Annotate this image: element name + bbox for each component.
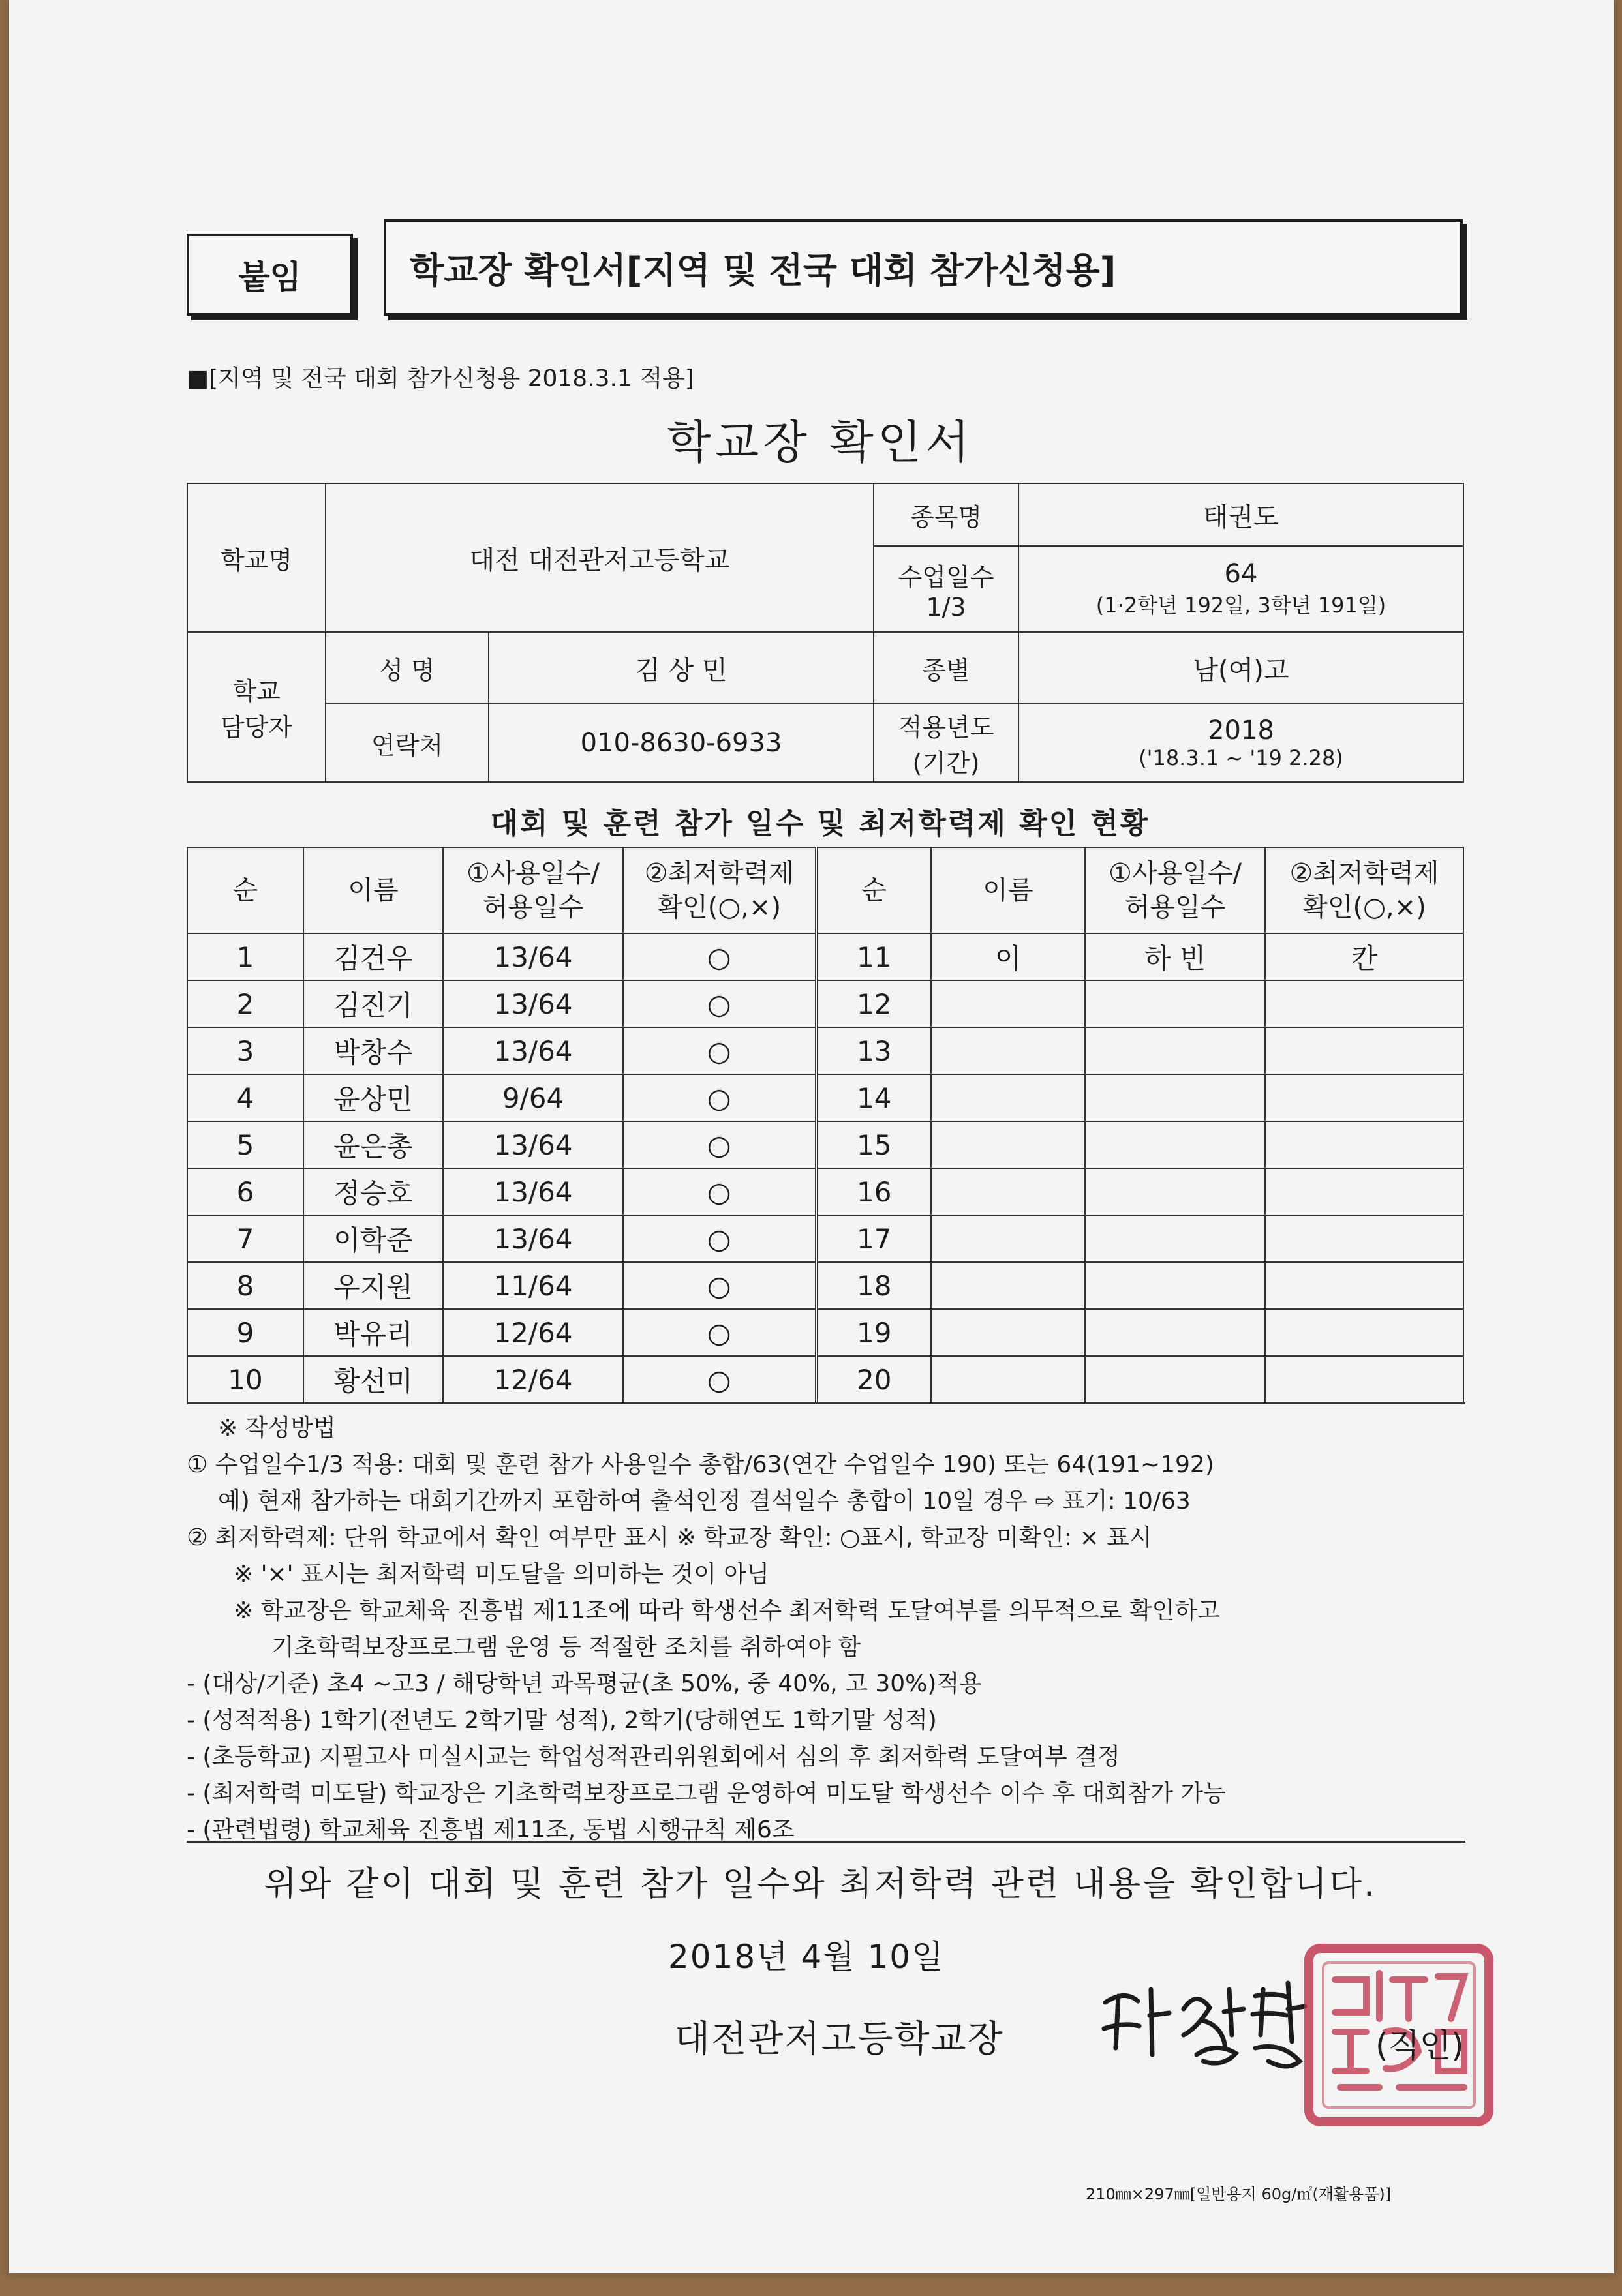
row-check-2 — [1265, 1027, 1463, 1074]
row-days: 13/64 — [443, 1027, 623, 1074]
note-2b: ※ '×' 표시는 최저학력 미도달을 의미하는 것이 아님 — [234, 1561, 769, 1588]
row-days: 13/64 — [443, 1215, 623, 1262]
header-name: 이름 — [303, 847, 443, 933]
row-name: 박유리 — [303, 1309, 443, 1356]
row-check-2 — [1265, 1215, 1463, 1262]
header-days-2-line1: ①사용일수/ — [1109, 858, 1242, 888]
row-name-2 — [931, 1168, 1085, 1215]
row-name-2 — [931, 1027, 1085, 1074]
year-value — [1018, 704, 1463, 782]
principal-title: 대전관저고등학교장 — [675, 2018, 1004, 2061]
row-days-2 — [1085, 1121, 1265, 1168]
row-days-2 — [1085, 1074, 1265, 1121]
row-no-2: 17 — [816, 1215, 931, 1262]
row-check: ○ — [623, 933, 816, 980]
row-no-2: 19 — [816, 1309, 931, 1356]
row-days: 12/64 — [443, 1309, 623, 1356]
row-no: 9 — [187, 1309, 303, 1356]
detail-4: - (최저학력 미도달) 학교장은 기초학력보장프로그램 운영하여 미도달 학생선수 이수 후 대회참가 가능 — [187, 1780, 1226, 1807]
row-no: 5 — [187, 1121, 303, 1168]
row-days: 12/64 — [443, 1356, 623, 1403]
issue-date: 2018년 4월 10일 — [668, 1938, 945, 1976]
table-row — [187, 980, 1463, 1027]
row-days-2 — [1085, 1309, 1265, 1356]
row-days-2 — [1085, 1262, 1265, 1309]
class-days-label-line2: 1/3 — [926, 592, 966, 622]
row-name-2 — [931, 1356, 1085, 1403]
row-name: 황선미 — [303, 1356, 443, 1403]
header-min-2 — [1265, 847, 1463, 933]
table-row — [187, 1168, 1463, 1215]
row-days-2 — [1085, 1215, 1265, 1262]
header-name-2: 이름 — [931, 847, 1085, 933]
table-row — [187, 933, 1463, 980]
row-check: ○ — [623, 1074, 816, 1121]
notes-bottom-rule — [187, 1841, 1465, 1843]
row-no: 2 — [187, 980, 303, 1027]
header-no: 순 — [187, 847, 303, 933]
row-check-2 — [1265, 1121, 1463, 1168]
gender-label: 종별 — [874, 632, 1018, 704]
row-name: 정승호 — [303, 1168, 443, 1215]
page-title: 학교장 확인서 — [667, 415, 973, 469]
row-name-2 — [931, 1309, 1085, 1356]
row-days: 13/64 — [443, 1121, 623, 1168]
row-name: 이학준 — [303, 1215, 443, 1262]
detail-5: - (관련법령) 학교체육 진흥법 제11조, 동법 시행규칙 제6조 — [187, 1817, 795, 1843]
header-min-line1: ②최저학력제 — [644, 858, 794, 888]
row-days-2 — [1085, 1027, 1265, 1074]
row-days: 13/64 — [443, 933, 623, 980]
table-row — [187, 1262, 1463, 1309]
header-days-line1: ①사용일수/ — [467, 858, 600, 888]
seal-label: (직인) — [1375, 2027, 1464, 2064]
table-row — [187, 1309, 1463, 1356]
note-2d: 기초학력보장프로그램 운영 등 적절한 조치를 취하여야 함 — [271, 1634, 861, 1661]
paper-spec: 210㎜×297㎜[일반용지 60g/㎡(재활용품)] — [1086, 2185, 1392, 2203]
header-min — [623, 847, 816, 933]
row-no-2: 11 — [816, 933, 931, 980]
row-no-2: 20 — [816, 1356, 931, 1403]
row-no: 7 — [187, 1215, 303, 1262]
row-check-2 — [1265, 980, 1463, 1027]
manager-name: 김 상 민 — [489, 632, 874, 704]
confirmation-statement: 위와 같이 대회 및 훈련 참가 일수와 최저학력 관련 내용을 확인합니다. — [264, 1865, 1377, 1904]
row-name: 윤은총 — [303, 1121, 443, 1168]
table-row — [187, 1356, 1463, 1403]
row-days-2 — [1085, 1356, 1265, 1403]
header-days-line2: 허용일수 — [482, 892, 584, 922]
section-title: 대회 및 훈련 참가 일수 및 최저학력제 확인 현황 — [490, 807, 1150, 840]
row-check: ○ — [623, 1121, 816, 1168]
row-name: 박창수 — [303, 1027, 443, 1074]
row-name: 우지원 — [303, 1262, 443, 1309]
class-days-value — [1018, 546, 1463, 632]
row-check-2 — [1265, 1309, 1463, 1356]
row-name-2 — [931, 1074, 1085, 1121]
row-days-2 — [1085, 1168, 1265, 1215]
row-check: ○ — [623, 1309, 816, 1356]
row-check-2 — [1265, 1262, 1463, 1309]
row-name-2 — [931, 1215, 1085, 1262]
manager-label-line1: 학교 — [232, 677, 281, 706]
table-row — [187, 1027, 1463, 1074]
document-title-box: 학교장 확인서[지역 및 전국 대회 참가신청용] — [384, 219, 1463, 316]
row-no-2: 15 — [816, 1121, 931, 1168]
class-days-label — [874, 546, 1018, 632]
note-1b: 예) 현재 참가하는 대회기간까지 포함하여 출석인정 결석일수 총합이 10일 경우 ⇨ 표기: 10/63 — [218, 1488, 1191, 1515]
year-number: 2018 — [1208, 716, 1274, 746]
row-no-2: 18 — [816, 1262, 931, 1309]
row-no: 6 — [187, 1168, 303, 1215]
class-days-number: 64 — [1224, 559, 1258, 589]
row-name: 윤상민 — [303, 1074, 443, 1121]
year-period: ('18.3.1 ~ '19 2.28) — [1139, 746, 1343, 770]
name-label: 성 명 — [326, 632, 489, 704]
roster-header-row — [187, 847, 1463, 933]
row-name-2 — [931, 1262, 1085, 1309]
row-no-2: 12 — [816, 980, 931, 1027]
row-check: ○ — [623, 1027, 816, 1074]
detail-1: - (대상/기준) 초4 ~고3 / 해당학년 과목평균(초 50%, 중 40%, 고 30%)적용 — [187, 1670, 982, 1697]
class-days-detail: (1·2학년 192일, 3학년 191일) — [1095, 593, 1386, 618]
row-name: 김건우 — [303, 933, 443, 980]
row-name-2: 이 — [931, 933, 1085, 980]
manager-label — [187, 632, 326, 782]
row-check-2 — [1265, 1168, 1463, 1215]
header-days — [443, 847, 623, 933]
school-info-table — [187, 483, 1464, 783]
contact-label: 연락처 — [326, 704, 489, 782]
school-label: 학교명 — [187, 483, 326, 632]
sport-value: 태권도 — [1018, 483, 1463, 546]
row-days: 13/64 — [443, 980, 623, 1027]
roster-body — [187, 933, 1463, 1403]
row-no: 1 — [187, 933, 303, 980]
note-2c: ※ 학교장은 학교체육 진흥법 제11조에 따라 학생선수 최저학력 도달여부를 의무적으로 확인하고 — [234, 1597, 1220, 1624]
row-days: 11/64 — [443, 1262, 623, 1309]
table-row — [187, 1074, 1463, 1121]
document-page — [9, 0, 1614, 2273]
year-label — [874, 704, 1018, 782]
row-check: ○ — [623, 1262, 816, 1309]
detail-2: - (성적적용) 1학기(전년도 2학기말 성적), 2학기(당해연도 1학기말 성적) — [187, 1707, 937, 1734]
row-days-2 — [1085, 980, 1265, 1027]
note-1a: ① 수업일수1/3 적용: 대회 및 훈련 참가 사용일수 총합/63(연간 수업일수 190) 또는 64(191~192) — [187, 1451, 1214, 1478]
row-check-2 — [1265, 1074, 1463, 1121]
row-check-2: 칸 — [1265, 933, 1463, 980]
row-days-2: 하 빈 — [1085, 933, 1265, 980]
note-2a: ② 최저학력제: 단위 학교에서 확인 여부만 표시 ※ 학교장 확인: ○표시, 학교장 미확인: × 표시 — [187, 1524, 1152, 1551]
school-name: 대전 대전관저고등학교 — [326, 483, 874, 632]
row-check: ○ — [623, 1168, 816, 1215]
row-name: 김진기 — [303, 980, 443, 1027]
row-name-2 — [931, 980, 1085, 1027]
row-check: ○ — [623, 980, 816, 1027]
row-check: ○ — [623, 1215, 816, 1262]
class-days-label-line1: 수업일수 — [898, 562, 994, 592]
row-days: 9/64 — [443, 1074, 623, 1121]
detail-3: - (초등학교) 지필고사 미실시교는 학업성적관리위원회에서 심의 후 최저학력 도달여부 결정 — [187, 1744, 1120, 1770]
row-no: 10 — [187, 1356, 303, 1403]
gender-value: 남(여)고 — [1018, 632, 1463, 704]
notes-heading: ※ 작성방법 — [218, 1415, 336, 1442]
row-no: 4 — [187, 1074, 303, 1121]
row-name-2 — [931, 1121, 1085, 1168]
row-no-2: 16 — [816, 1168, 931, 1215]
attachment-label: 붙임 — [187, 234, 353, 316]
roster-table — [187, 847, 1464, 1404]
header-min-line2: 확인(○,×) — [657, 892, 782, 922]
row-check-2 — [1265, 1356, 1463, 1403]
row-no-2: 14 — [816, 1074, 931, 1121]
row-check: ○ — [623, 1356, 816, 1403]
header-no-2: 순 — [816, 847, 931, 933]
table-row — [187, 1121, 1463, 1168]
year-label-line2: (기간) — [912, 749, 980, 778]
applicability-note: ■[지역 및 전국 대회 참가신청용 2018.3.1 적용] — [187, 365, 694, 392]
row-no: 3 — [187, 1027, 303, 1074]
row-no: 8 — [187, 1262, 303, 1309]
row-no-2: 13 — [816, 1027, 931, 1074]
sport-label: 종목명 — [874, 483, 1018, 546]
header-days-2-line2: 허용일수 — [1124, 892, 1226, 922]
instructions — [187, 1410, 1465, 1849]
notes-top-rule — [187, 1402, 1465, 1404]
year-label-line1: 적용년도 — [898, 713, 994, 742]
principal-signature — [1092, 1963, 1314, 2074]
manager-label-line2: 담당자 — [220, 713, 293, 742]
contact-value: 010-8630-6933 — [489, 704, 874, 782]
header-min-2-line1: ②최저학력제 — [1289, 858, 1439, 888]
table-row — [187, 1215, 1463, 1262]
header-days-2 — [1085, 847, 1265, 933]
header-min-2-line2: 확인(○,×) — [1302, 892, 1426, 922]
row-days: 13/64 — [443, 1168, 623, 1215]
